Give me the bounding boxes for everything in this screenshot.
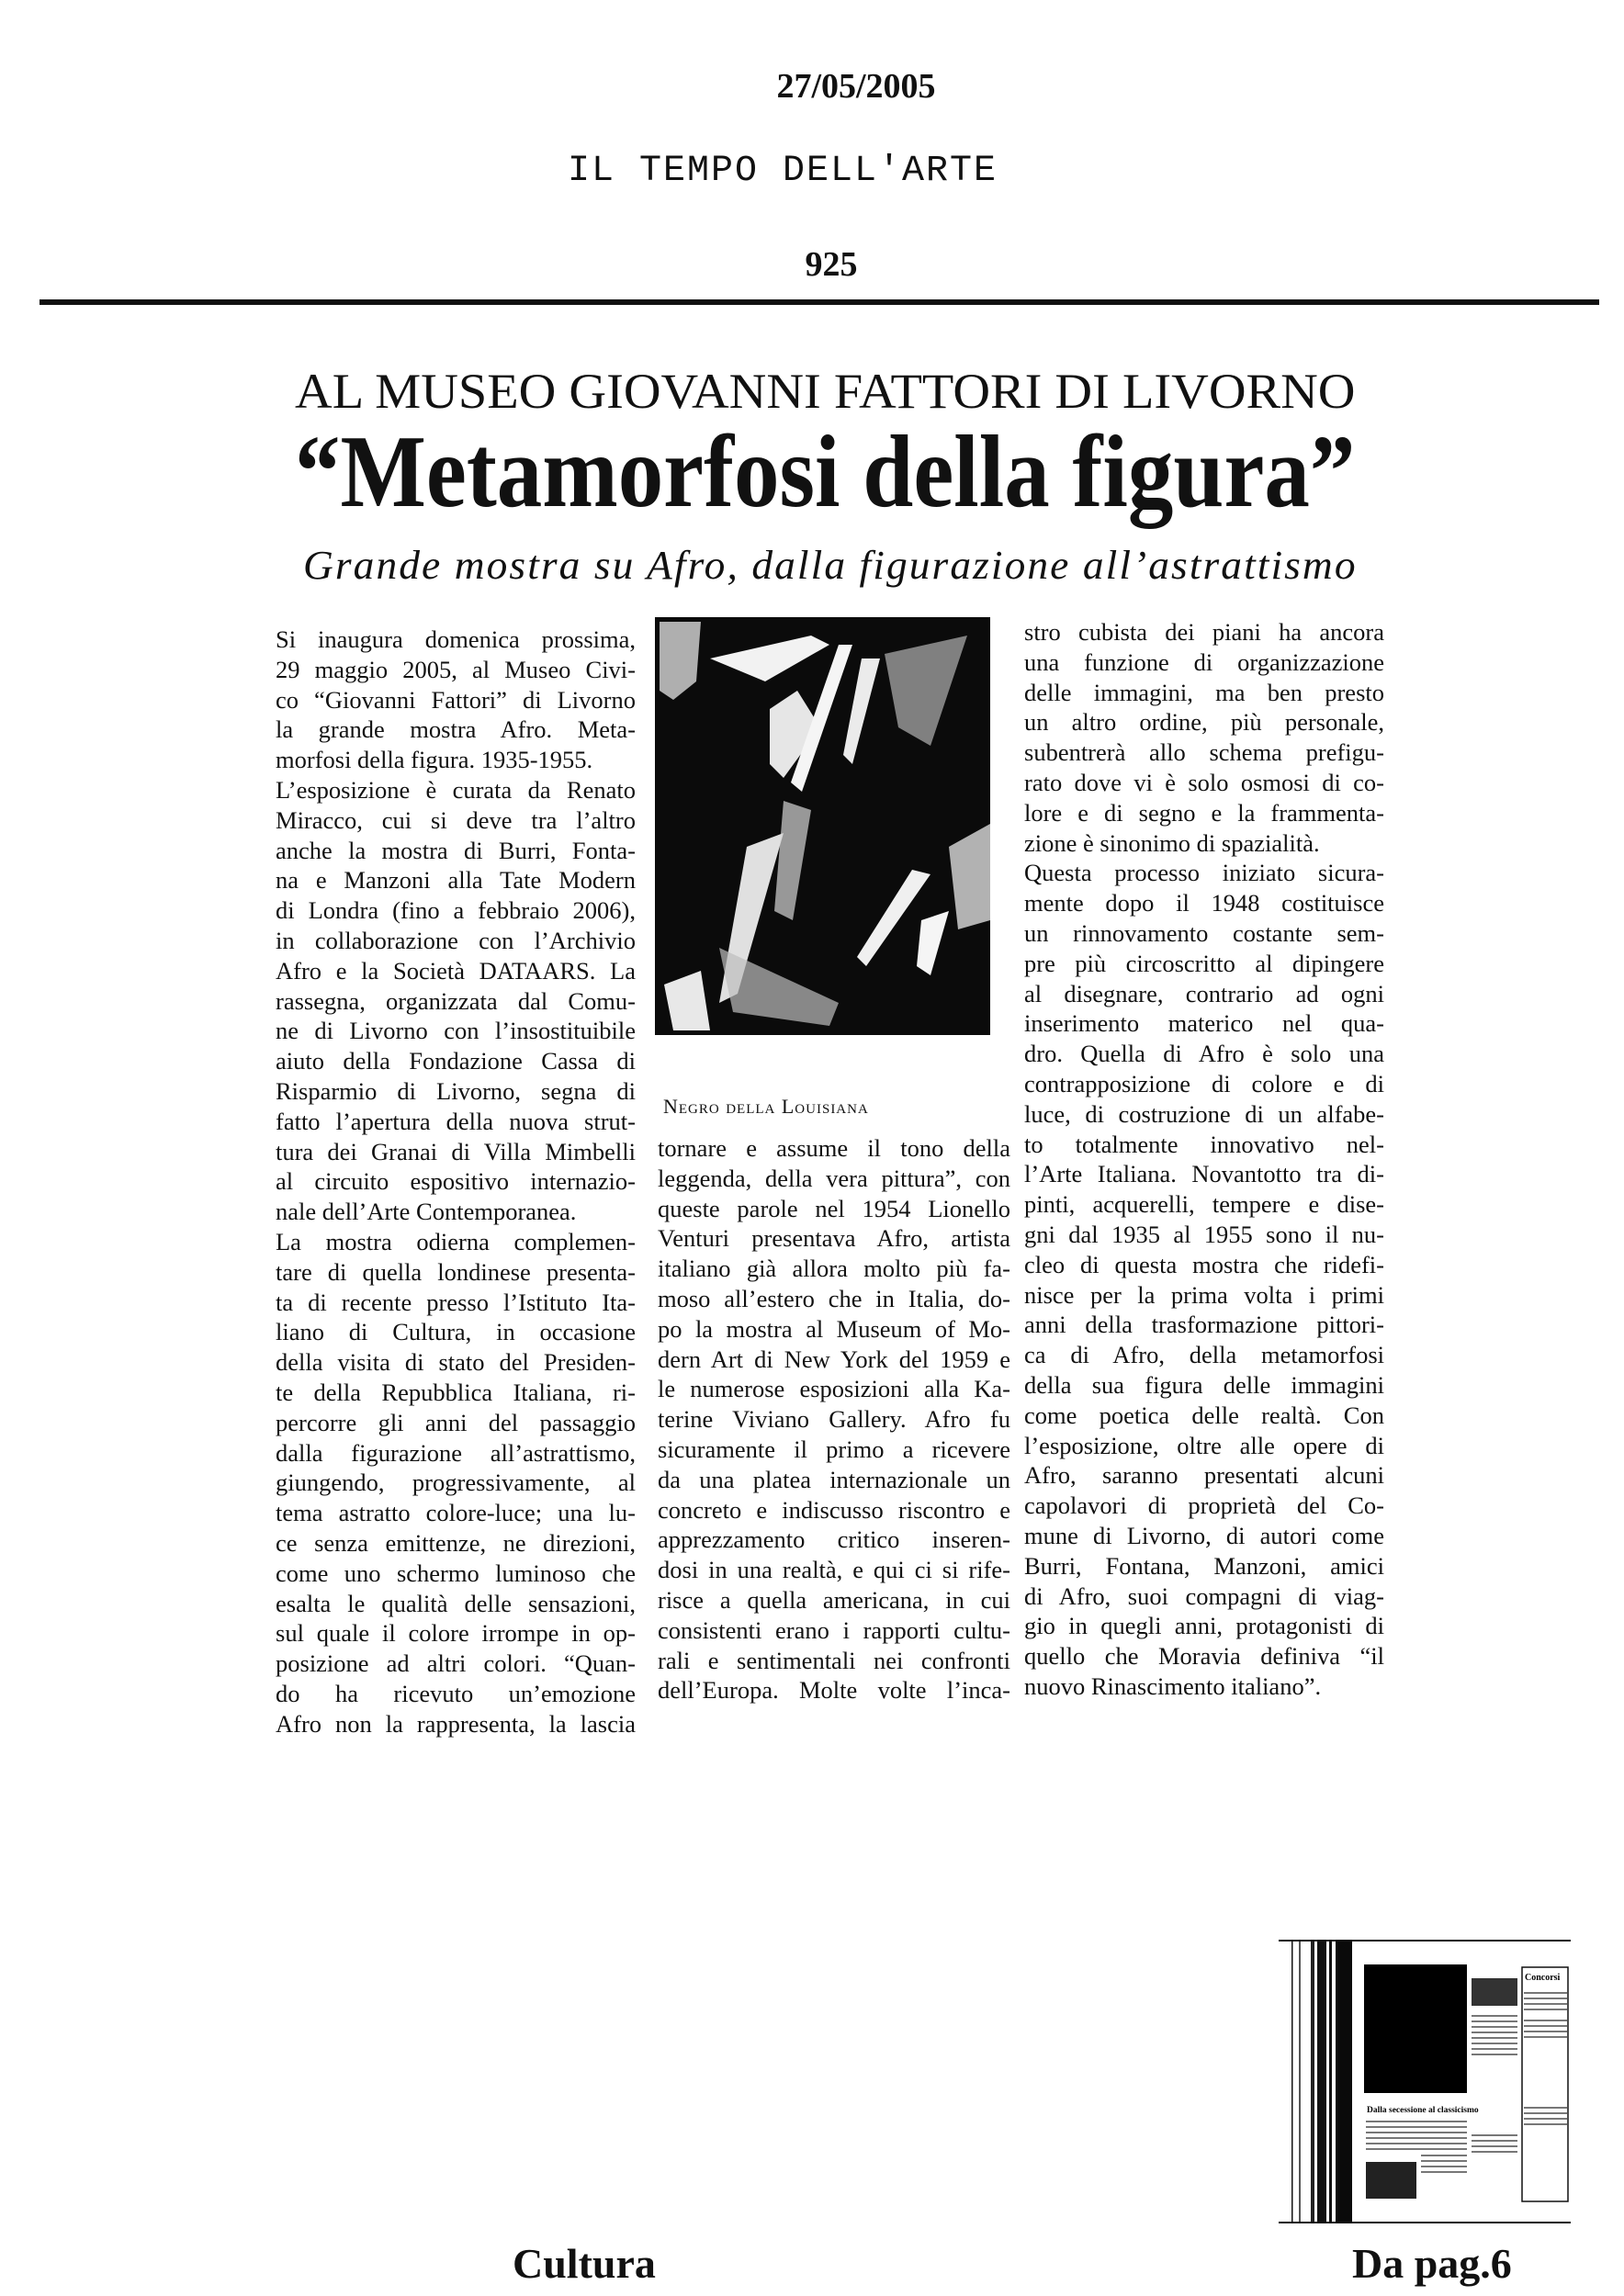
article-line: delle immagini, ma ben presto — [1024, 678, 1384, 706]
article-line: consistenti erano i rapporti cultu- — [658, 1615, 1010, 1644]
article-subtitle: Grande mostra su Afro, dalla figurazione all’astrattismo — [303, 543, 1358, 588]
clipping-date: 27/05/2005 — [776, 67, 936, 106]
article-line: Burri, Fontana, Manzoni, amici — [1024, 1551, 1384, 1580]
publication-name: IL TEMPO DELL'ARTE — [567, 151, 998, 192]
article-line: ne di Livorno con l’insostituibile — [276, 1017, 636, 1045]
article-title: “Metamorfosi della figura” — [295, 415, 1356, 529]
article-line: tura dei Granai di Villa Mimbelli — [276, 1137, 636, 1165]
thumbnail-side-heading: Concorsi — [1525, 1973, 1561, 1983]
article-line: Afro e la Società DATAARS. La — [276, 956, 636, 985]
article-line: al circuito espositivo internazio- — [276, 1167, 636, 1196]
source-page-thumbnail — [1279, 1940, 1571, 2223]
article-line: inserimento materico nel qua- — [1024, 1009, 1384, 1038]
article-line: gni dal 1935 al 1955 sono il nu- — [1024, 1220, 1384, 1248]
article-line: Miracco, cui si deve tra l’altro — [276, 805, 636, 834]
article-line: gio in quegli anni, protagonisti di — [1024, 1612, 1384, 1640]
article-line: come uno schermo luminoso che — [276, 1559, 636, 1587]
article-line: morfosi della figura. 1935-1955. — [276, 746, 593, 774]
article-line: risce a quella americana, in cui — [658, 1585, 1010, 1614]
article-line: in collaborazione con l’Archivio — [276, 926, 636, 954]
page-number: 925 — [805, 245, 858, 284]
article-line: cleo di questa mostra che ridefi- — [1024, 1250, 1384, 1278]
article-line: come poetica delle realtà. Con — [1024, 1401, 1384, 1429]
article-line: tornare e assume il tono della — [658, 1134, 1010, 1162]
article-line: pre più circoscritto al dipingere — [1024, 949, 1384, 977]
article-line: moso all’estero che in Italia, do- — [658, 1284, 1010, 1312]
article-line: na e Manzoni alla Tate Modern — [276, 866, 636, 895]
article-kicker: AL MUSEO GIOVANNI FATTORI DI LIVORNO — [295, 364, 1356, 419]
article-line: un altro ordine, più personale, — [1024, 708, 1384, 737]
article-line: sul quale il colore irrompe in op- — [276, 1619, 636, 1648]
article-line: quello che Moravia definiva “il — [1024, 1642, 1384, 1671]
article-line: liano di Cultura, in occasione — [276, 1318, 636, 1346]
article-line: Si inaugura domenica prossima, — [276, 625, 636, 653]
article-line: dalla figurazione all’astrattismo, — [276, 1438, 636, 1467]
article-line: subentrerà allo schema prefigu- — [1024, 738, 1384, 767]
article-line: tema astratto colore-luce; una lu- — [276, 1499, 636, 1527]
article-line: Afro, saranno presentati alcuni — [1024, 1461, 1384, 1490]
article-line: co “Giovanni Fattori” di Livorno — [276, 685, 636, 714]
source-page-label: Da pag.6 — [1352, 2240, 1512, 2287]
article-line: po la mostra al Museum of Mo- — [658, 1314, 1010, 1343]
image-caption: Negro della Louisiana — [663, 1095, 869, 1118]
article-line: terine Viviano Gallery. Afro fu — [658, 1405, 1010, 1434]
article-column-2 — [658, 1133, 1010, 1705]
article-line: mente dopo il 1948 costituisce — [1024, 889, 1384, 917]
article-line: l’Arte Italiana. Novantotto tra di- — [1024, 1160, 1384, 1188]
article-line: di Londra (fino a febbraio 2006), — [276, 896, 636, 925]
article-line: apprezzamento critico inseren- — [658, 1525, 1010, 1554]
article-line: esalta le qualità delle sensazioni, — [276, 1589, 636, 1617]
article-line: zione è sinonimo di spazialità. — [1024, 828, 1320, 857]
article-line: ta di recente presso l’Istituto Ita- — [276, 1288, 636, 1316]
article-line: percorre gli anni del passaggio — [276, 1408, 636, 1436]
article-line: Venturi presentava Afro, artista — [658, 1224, 1010, 1253]
article-line: le numerose esposizioni alla Ka- — [658, 1375, 1010, 1403]
article-line: rali e sentimentali nei confronti — [658, 1646, 1010, 1674]
section-label: Cultura — [513, 2240, 656, 2287]
article-line: ca di Afro, della metamorfosi — [1024, 1341, 1384, 1369]
article-line: giungendo, progressivamente, al — [276, 1469, 636, 1497]
article-line: un rinnovamento costante sem- — [1024, 918, 1384, 947]
article-line: al disegnare, contrario ad ogni — [1024, 979, 1384, 1007]
article-line: Risparmio di Livorno, segna di — [276, 1076, 636, 1105]
header-rule — [39, 299, 1599, 305]
article-line: dosi in una realtà, e qui ci si rife- — [658, 1556, 1010, 1584]
article-line: anche la mostra di Burri, Fonta- — [276, 836, 636, 864]
article-line: queste parole nel 1954 Lionello — [658, 1194, 1010, 1222]
thumbnail-headline: Dalla secessione al classicismo — [1367, 2106, 1479, 2115]
article-line: rassegna, organizzata dal Comu- — [276, 986, 636, 1015]
article-line: nisce per la prima volta i primi — [1024, 1280, 1384, 1309]
article-line: 29 maggio 2005, al Museo Civi- — [276, 655, 636, 683]
article-line: pinti, acquerelli, tempere e dise- — [1024, 1190, 1384, 1219]
article-line: te della Repubblica Italiana, ri- — [276, 1378, 636, 1406]
article-line: do ha ricevuto un’emozione — [276, 1679, 636, 1707]
article-line: di Afro, suoi compagni di viag- — [1024, 1581, 1384, 1610]
article-line: luce, di costruzione di un alfabe- — [1024, 1099, 1384, 1128]
article-line: contrapposizione di colore e di — [1024, 1069, 1384, 1097]
article-line: dell’Europa. Molte volte l’inca- — [658, 1676, 1010, 1705]
article-line: fatto l’apertura della nuova strut- — [276, 1107, 636, 1135]
article-line: nuovo Rinascimento italiano”. — [1024, 1671, 1322, 1700]
article-line: della sua figura delle immagini — [1024, 1370, 1384, 1399]
article-line: tare di quella londinese presenta- — [276, 1257, 636, 1286]
article-line: La mostra odierna complemen- — [276, 1227, 636, 1255]
article-line: Questa processo iniziato sicura- — [1024, 859, 1384, 887]
article-line: dro. Quella di Afro è solo una — [1024, 1040, 1384, 1068]
article-line: Afro non la rappresenta, la lascia — [276, 1709, 636, 1738]
article-line: anni della trasformazione pittori- — [1024, 1311, 1384, 1339]
article-line: dern Art di New York del 1959 e — [658, 1345, 1010, 1373]
article-line: rato dove vi è solo osmosi di co- — [1024, 768, 1384, 796]
article-column-1 — [276, 625, 636, 1739]
article-line: stro cubista dei piani ha ancora — [1024, 618, 1384, 646]
article-line: l’esposizione, oltre alle opere di — [1024, 1431, 1384, 1459]
article-line: mune di Livorno, di autori come — [1024, 1521, 1384, 1549]
article-line: posizione ad altri colori. “Quan- — [276, 1649, 636, 1678]
article-line: ce senza emittenze, ne direzioni, — [276, 1528, 636, 1557]
article-line: leggenda, della vera pittura”, con — [658, 1164, 1010, 1192]
article-line: aiuto della Fondazione Cassa di — [276, 1047, 636, 1075]
article-line: lore e di segno e la frammenta- — [1024, 798, 1384, 827]
painting-image — [655, 617, 990, 1035]
article-line: concreto e indiscusso riscontro e — [658, 1495, 1010, 1524]
article-line: da una platea internazionale un — [658, 1465, 1010, 1493]
article-line: italiano già allora molto più fa- — [658, 1255, 1010, 1283]
article-line: sicuramente il primo a ricevere — [658, 1435, 1010, 1463]
article-line: nale dell’Arte Contemporanea. — [276, 1198, 577, 1226]
article-line: la grande mostra Afro. Meta- — [276, 715, 636, 744]
article-line: to totalmente innovativo nel- — [1024, 1130, 1384, 1158]
article-line: una funzione di organizzazione — [1024, 647, 1384, 676]
article-line: L’esposizione è curata da Renato — [276, 775, 636, 804]
article-column-3 — [1024, 617, 1384, 1702]
article-line: capolavori di proprietà del Co- — [1024, 1491, 1384, 1520]
article-line: della visita di stato del Presiden- — [276, 1348, 636, 1377]
